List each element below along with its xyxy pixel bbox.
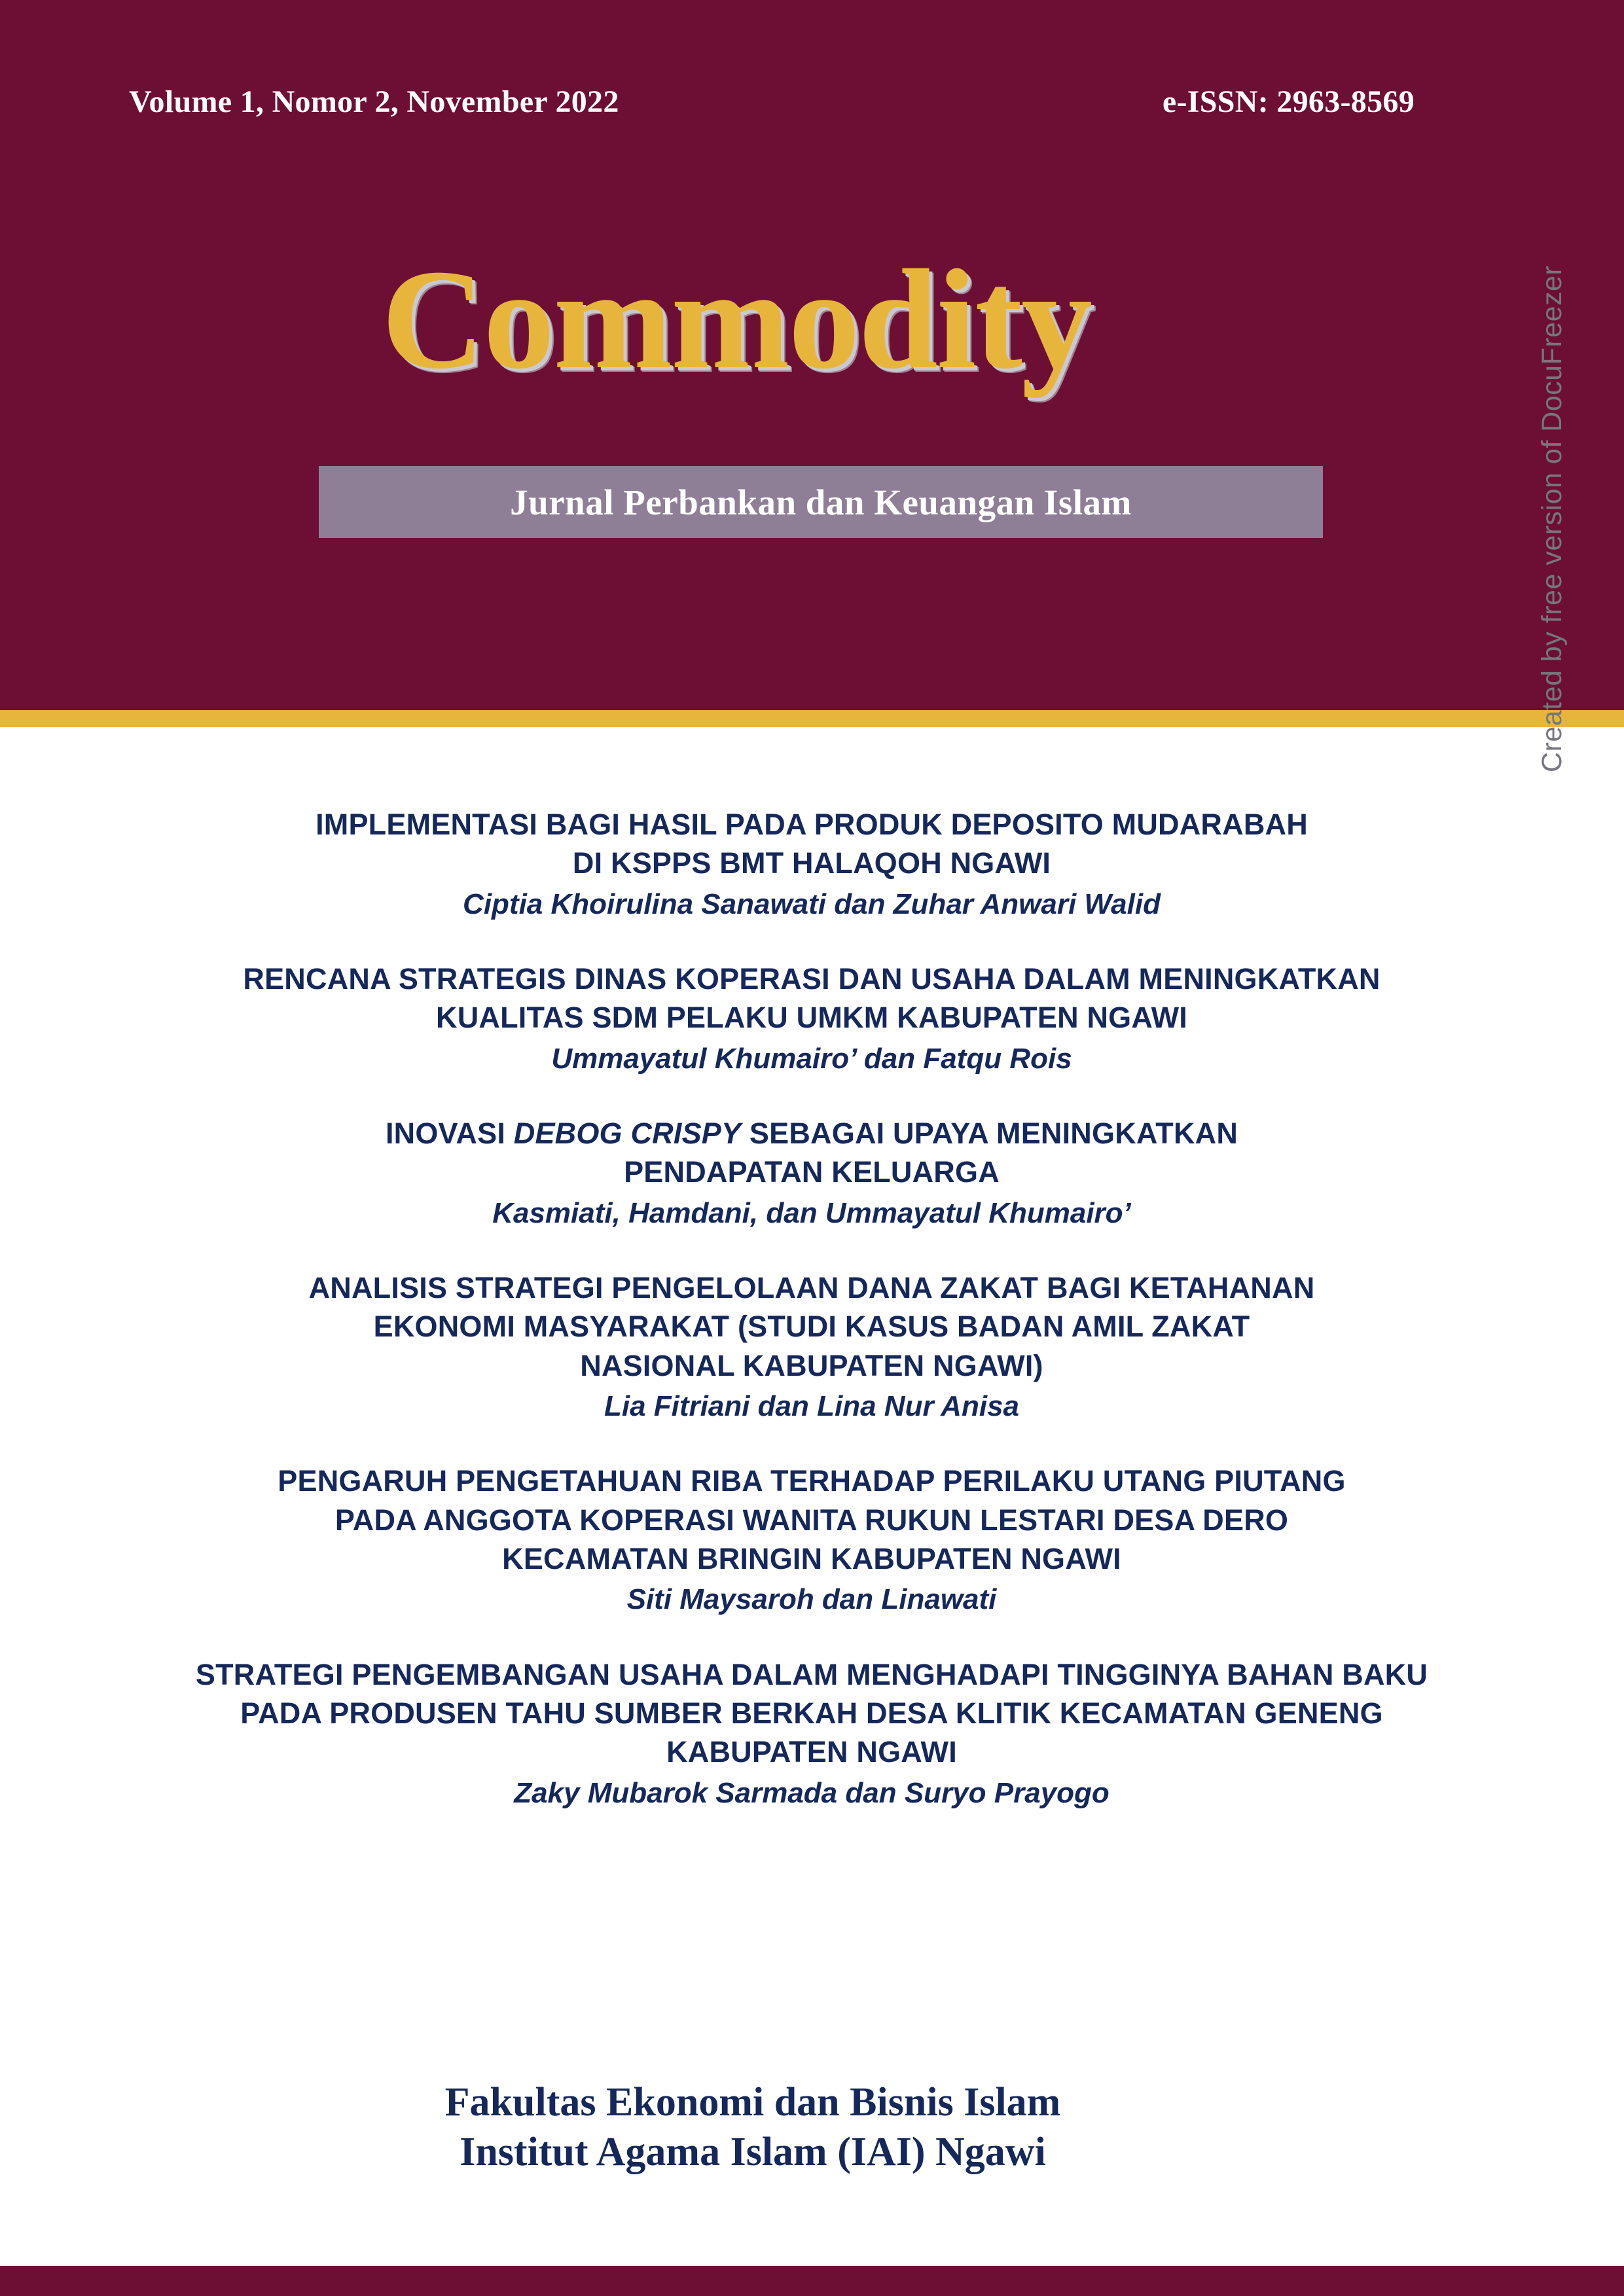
article-authors: Siti Maysaroh dan Linawati: [626, 1583, 997, 1616]
article-authors: Ummayatul Khumairo’ dan Fatqu Rois: [551, 1042, 1072, 1075]
article-title-line: NASIONAL KABUPATEN NGAWI): [580, 1348, 1043, 1382]
article-title-line: DI KSPPS BMT HALAQOH NGAWI: [572, 846, 1051, 880]
list-item: [118, 960, 1506, 1077]
article-title-line: PENGARUH PENGETAHUAN RIBA TERHADAP PERILAKU UTANG PIUTANG: [278, 1464, 1346, 1498]
publisher-block: [0, 2078, 1506, 2177]
article-authors: Lia Fitriani dan Lina Nur Anisa: [604, 1390, 1019, 1423]
list-item: [118, 1462, 1506, 1618]
article-title-italic: DEBOG CRISPY: [513, 1116, 742, 1150]
cover-footer-band: [0, 2266, 1624, 2296]
article-title-line: PADA PRODUSEN TAHU SUMBER BERKAH DESA KLITIK KECAMATAN GENENG: [240, 1696, 1383, 1731]
journal-subtitle-band: [319, 466, 1323, 538]
watermark: [1536, 265, 1576, 1427]
publisher-faculty: Fakultas Ekonomi dan Bisnis Islam: [444, 2080, 1061, 2125]
article-title-line: PENDAPATAN KELUARGA: [624, 1155, 1000, 1189]
article-authors: Zaky Mubarok Sarmada dan Suryo Prayogo: [514, 1776, 1110, 1809]
article-title-line: KABUPATEN NGAWI: [666, 1735, 957, 1769]
volume-info: Volume 1, Nomor 2, November 2022: [129, 84, 619, 119]
article-title-line: IMPLEMENTASI BAGI HASIL PADA PRODUK DEPOSITO MUDARABAH: [316, 808, 1308, 841]
publisher-institution: Institut Agama Islam (IAI) Ngawi: [460, 2129, 1046, 2174]
list-item: [118, 1655, 1506, 1812]
article-authors: Ciptia Khoirulina Sanawati dan Zuhar Anwari Walid: [463, 888, 1161, 920]
cover-header-band: [0, 0, 1624, 710]
article-title-line: RENCANA STRATEGIS DINAS KOPERASI DAN USAHA DALAM MENINGKATKAN: [243, 961, 1380, 996]
article-authors: Kasmiati, Hamdani, dan Ummayatul Khumairo’: [492, 1196, 1131, 1229]
article-title-line: EKONOMI MASYARAKAT (STUDI KASUS BADAN AMIL ZAKAT: [373, 1310, 1250, 1344]
article-title-line: KUALITAS SDM PELAKU UMKM KABUPATEN NGAWI: [436, 1001, 1187, 1035]
article-title-line: PADA ANGGOTA KOPERASI WANITA RUKUN LESTARI DESA DERO: [334, 1503, 1289, 1537]
journal-title: Commodity: [381, 241, 1092, 399]
list-item: [118, 1114, 1506, 1232]
list-item: [118, 805, 1506, 923]
eissn-label: e-ISSN: 2963-8569: [1162, 84, 1415, 119]
article-title-line: [170, 1114, 1453, 1153]
journal-subtitle: Jurnal Perbankan dan Keuangan Islam: [510, 482, 1132, 522]
article-title-suffix: SEBAGAI UPAYA MENINGKATKAN: [741, 1116, 1238, 1150]
article-title-line: STRATEGI PENGEMBANGAN USAHA DALAM MENGHADAPI TINGGINYA BAHAN BAKU: [195, 1657, 1428, 1691]
article-title-line: KECAMATAN BRINGIN KABUPATEN NGAWI: [502, 1542, 1121, 1576]
article-title-prefix: INOVASI: [385, 1116, 514, 1150]
watermark-text: Created by free version of DocuFreezer: [1536, 265, 1568, 772]
gold-divider: [0, 710, 1624, 727]
article-title-line: ANALISIS STRATEGI PENGELOLAAN DANA ZAKAT BAGI KETAHANAN: [308, 1270, 1315, 1304]
article-list: [118, 805, 1506, 1848]
list-item: [118, 1268, 1506, 1425]
